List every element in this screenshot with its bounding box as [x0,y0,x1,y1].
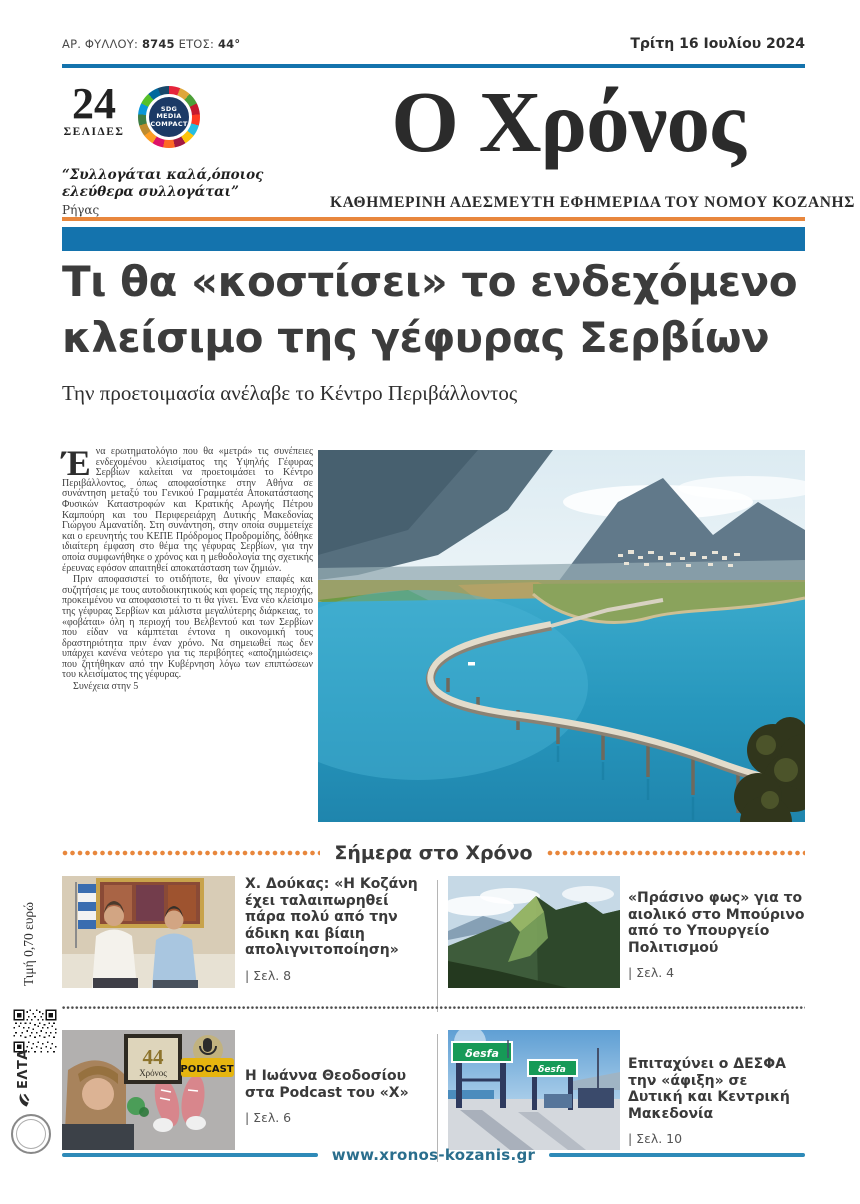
drop-cap: Έ [62,443,91,483]
today-section-title: Σήμερα στο Χρόνο [334,842,533,864]
desfa-station-photo-illustration [448,1030,620,1150]
mountain-photo-illustration [448,876,620,988]
row-separator-dotted [62,1006,805,1010]
lead-paragraph-1 [62,443,313,574]
postmark-stamp [11,1114,51,1154]
pages-label: ΣΕΛΙΔΕΣ [63,126,125,138]
orange-dotted-line-right [547,850,805,856]
newspaper-title: Ο Χρόνος [391,73,745,170]
teaser-4-page-ref: | Σελ. 10 [628,1131,683,1146]
teaser-item-1 [245,876,421,983]
two-officials-photo-illustration [62,876,235,988]
year-label: ΕΤΟΣ: [178,37,215,51]
column-divider-2 [437,1034,438,1162]
issue-info [62,37,240,51]
teaser-1-page-ref: | Σελ. 8 [245,967,292,983]
sdg-center-label [146,94,192,140]
podcast-photo-illustration [62,1030,235,1150]
column-divider-1 [437,880,438,1012]
sdg-line2: MEDIA [156,112,182,121]
continuation-note: Συνέχεια στην 5 [73,681,139,693]
lead-subheadline: Την προετοιμασία ανέλαβε το Κέντρο Περιβάλλοντος [62,381,518,405]
footer-line-right [549,1153,805,1157]
teaser-photo-bourino-mountain [448,876,620,988]
footer-line-left [62,1153,318,1157]
footer-bar [62,1146,805,1164]
anniversary-badge [126,1036,180,1082]
teaser-item-4 [628,1056,805,1146]
bridge-photo-illustration [318,450,805,822]
elta-brand-text: ΕΛΤΑ [16,1049,31,1089]
paragraph-1-text: να ερωτηματολόγιο που θα «μετρά» τις συνέπειες ενδεχομένου κλεισίματος της Υψηλής Γέφυρας Σερβίων καλείται να προετοιμάσει το Κέντρο Περιβάλλοντος, όπως αποφασίστηκε στην Αθήνα σε συνάντηση μεταξύ του Γενικού Γραμματέα Αποκατάστασης Φυσικών Καταστροφών και Κρατικής Αρωγής Πέτρου Καμπούρη και του Περιφερειάρχη Δυτικής Μακεδονίας Γιώργου Αμανατίδη. Στη συνάντηση, στην οποία συμμετείχε και ο ερευνητής του ΚΕΠΕ Πρόδρομος Προδρομίδης, δόθηκε ιδιαίτερη έμφαση στο θέμα της γέφυρας Σερβίων, για την οποία συμφωνήθηκε ο χρόνος και η μεθοδολογία της σχετικής έρευνας εφόσον απαιτηθεί αποκατάσταση των ζημιών. [62,446,313,574]
issue-label: ΑΡ. ΦΥΛΛΟΥ: [62,37,139,51]
teaser-photo-podcast [62,1030,235,1150]
teaser-3-headline: Η Ιωάννα Θεοδοσίου στα Podcast του «Χ» [245,1068,409,1101]
pages-count-badge [62,79,126,138]
elta-logo [16,1049,31,1108]
podcast-mic-icon [203,1038,212,1052]
teaser-photo-doukas-meeting [62,876,235,988]
today-section-header [62,842,805,864]
anniversary-label: Χρόνος [139,1068,167,1078]
pages-number: 24 [72,79,116,128]
teaser-photo-desfa [448,1030,620,1150]
teaser-2-headline: «Πράσινο φως» για το αιολικό στο Μπούρινο από το Υπουργείο Πολιτισμού [628,890,805,956]
teaser-item-3 [245,1068,421,1125]
blue-band [62,227,805,251]
qr-code [12,1008,58,1054]
greek-flag [78,884,96,929]
orange-dotted-line-left [62,850,320,856]
lead-headline: Τι θα «κοστίσει» το ενδεχόμενο κλείσιμο της γέφυρας Σερβίων [62,257,798,362]
teaser-item-2 [628,890,805,980]
orange-rule [62,217,805,221]
desfa-sign-center: δesfa [538,1065,566,1075]
sdg-line3: COMPACT [150,119,188,128]
teaser-3-page-ref: | Σελ. 6 [245,1110,292,1125]
lead-photo-servia-bridge [318,450,805,822]
elta-bird-icon [17,1092,31,1108]
qr-code-icon [12,1008,58,1054]
teaser-1-headline: Χ. Δούκας: «Η Κοζάνη έχει ταλαιπωρηθεί πάρα πολύ από την άδικη και βίαιη απολιγνιτοποίηση» [245,876,418,958]
anniversary-number: 44 [142,1045,164,1069]
masthead-quote [62,167,312,217]
sdg-media-compact-icon [138,86,200,148]
lead-paragraph-2: Πριν αποφασιστεί το οτιδήποτε, θα γίνουν επαφές και συζητήσεις με τους αυτοδιοικητικούς και φορείς της περιοχής, προκειμένου να αποφασιστεί το τι θα γίνει. Ένα νέο κλείσιμο της γέφυρας Σερβίων και μάλιστα μεγαλύτερης διάρκειας, το «φοβάται» όλη η περιοχή του Βελβεντού και των Σερβίων που είδαν να κάμπτεται έντονα η οικονομική τους δραστηριότητα πριν έναν χρόνο. Να σημειωθεί πως δεν υπάρχει κανένα νεότερο για τις περιβόητες «αποζημιώσεις» που ζητήθηκαν από την Κυβέρνηση λόγω των επιπτώσεων του κλεισίματος της γέφυρας. [62,574,313,681]
teaser-2-page-ref: | Σελ. 4 [628,965,675,980]
top-blue-rule [62,64,805,68]
price-label: Τιμή 0,70 ευρώ [21,901,36,986]
year-value: 44° [217,37,241,51]
newspaper-tagline: ΚΑΘΗΜΕΡΙΝΗ ΑΔΕΣΜΕΥΤΗ ΕΦΗΜΕΡΙΔΑ ΤΟΥ ΝΟΜΟΥ ΚΟΖΑΝΗΣ [330,194,855,211]
teaser-4-headline: Επιταχύνει ο ΔΕΣΦΑ την «άφιξη» σε Δυτική και Κεντρική Μακεδονία [628,1056,790,1122]
edition-date: Τρίτη 16 Ιουλίου 2024 [630,36,805,52]
desfa-sign-left: δesfa [465,1047,499,1060]
sdg-line1: SDG [160,104,178,113]
issue-bar [62,36,805,52]
podcast-badge-label: PODCAST [180,1064,234,1075]
quote-line-2: ελεύθερα συλλογάται” [62,183,239,200]
quote-line-1: “Συλλογάται καλά,όποιος [62,167,264,183]
vehicle-on-bridge [468,662,475,666]
lead-article-body [62,443,313,693]
quote-author: Ρήγας [62,203,100,217]
issue-number: 8745 [141,37,175,51]
website-url[interactable]: www.xronos-kozanis.gr [331,1146,536,1164]
